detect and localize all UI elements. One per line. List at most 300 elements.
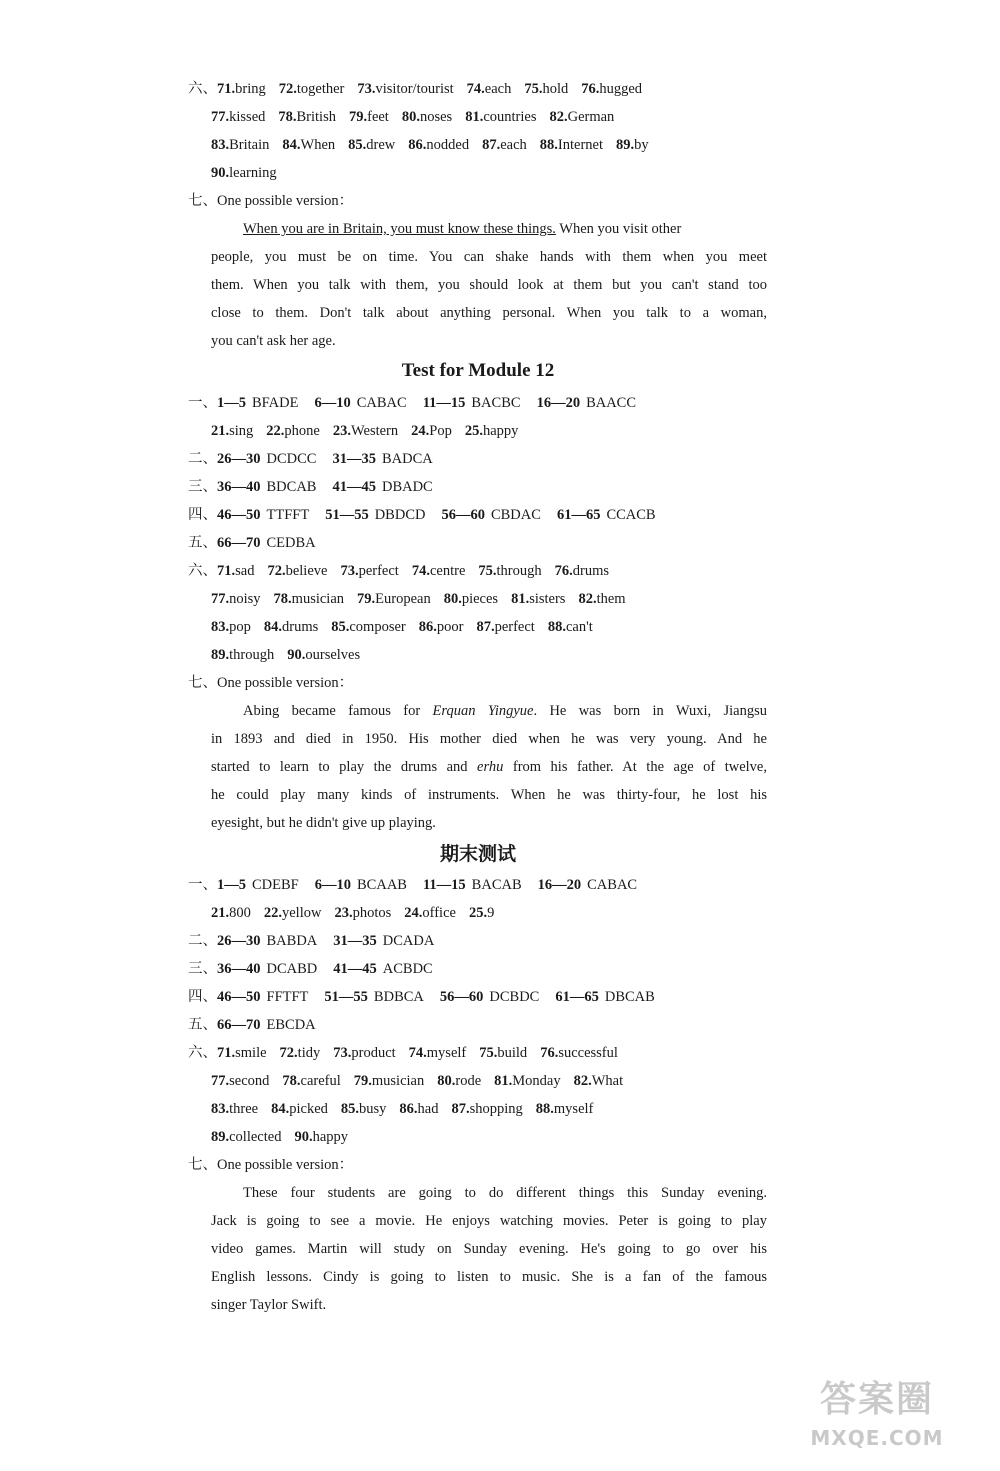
question-range: 51—55 <box>324 989 368 1005</box>
answer-line <box>188 1039 631 1067</box>
answer-item <box>451 1095 522 1123</box>
answer-letters: CBDAC <box>490 507 541 523</box>
answer-line <box>211 641 373 669</box>
essay-paragraph <box>211 1179 767 1319</box>
answer-text: picked <box>289 1101 328 1117</box>
answer-text: European <box>375 591 431 607</box>
answer-text: drums <box>282 619 319 635</box>
answer-item <box>264 899 322 927</box>
answer-item <box>465 103 536 131</box>
answer-text: busy <box>359 1101 387 1117</box>
answer-group <box>423 871 522 899</box>
essay-line <box>211 697 767 725</box>
question-number: 75. <box>479 1045 498 1061</box>
question-number: 84. <box>263 619 282 635</box>
answer-text: British <box>296 109 336 125</box>
answer-item <box>408 131 469 159</box>
question-number: 71. <box>217 81 236 97</box>
answer-text: drums <box>572 563 609 579</box>
essay-text: Jack is going to see a movie. He enjoys watching movies. Peter is going to play <box>211 1213 767 1229</box>
answer-group <box>217 871 299 899</box>
essay-label: 七、One possible version： <box>188 675 354 691</box>
answer-text: 9 <box>487 905 495 921</box>
answer-text: perfect <box>494 619 535 635</box>
essay-label: 七、One possible version： <box>188 1157 354 1173</box>
answer-item <box>412 557 466 585</box>
answer-item <box>476 613 534 641</box>
question-number: 78. <box>273 591 292 607</box>
question-number: 90. <box>211 165 230 181</box>
question-range: 61—65 <box>555 989 599 1005</box>
answer-text: sing <box>229 423 254 439</box>
answer-letters: BDCAB <box>266 479 317 495</box>
answer-item <box>465 417 519 445</box>
question-number: 88. <box>535 1101 554 1117</box>
essay-line <box>211 753 767 781</box>
section-number: 二、 <box>188 933 217 949</box>
answer-text: feet <box>367 109 389 125</box>
question-number: 81. <box>494 1073 513 1089</box>
question-number: 79. <box>353 1073 372 1089</box>
answer-item <box>217 557 254 585</box>
answer-item <box>357 585 431 613</box>
answer-line <box>188 955 449 983</box>
answer-line <box>211 103 627 131</box>
question-number: 79. <box>348 109 368 125</box>
answer-line <box>188 501 672 529</box>
question-number: 25. <box>464 423 483 439</box>
answer-group <box>333 955 432 983</box>
question-range: 31—35 <box>333 933 377 949</box>
answer-text: Internet <box>557 137 603 153</box>
answer-text: had <box>417 1101 439 1117</box>
question-number: 89. <box>616 137 635 153</box>
essay-line <box>211 215 767 243</box>
answer-text: German <box>567 109 615 125</box>
question-number: 82. <box>549 109 568 125</box>
section-number: 三、 <box>188 961 217 977</box>
answer-text: perfect <box>358 563 399 579</box>
answer-item <box>357 75 453 103</box>
answer-text: poor <box>436 619 464 635</box>
answer-text: centre <box>429 563 466 579</box>
question-range: 1—5 <box>217 877 246 893</box>
question-number: 72. <box>267 563 286 579</box>
question-number: 87. <box>451 1101 470 1117</box>
answer-text: sad <box>235 563 255 579</box>
question-range: 36—40 <box>217 961 261 977</box>
essay-text: video games. Martin will study on Sunday evening. He's going to go over his <box>211 1241 767 1257</box>
answer-text: sisters <box>529 591 566 607</box>
answer-text: ourselves <box>305 647 361 663</box>
question-number: 82. <box>573 1073 592 1089</box>
answer-item <box>616 131 649 159</box>
answer-line <box>188 473 449 501</box>
question-range: 26—30 <box>217 451 261 467</box>
question-range: 66—70 <box>217 535 261 551</box>
question-number: 80. <box>401 109 420 125</box>
answer-group <box>333 927 434 955</box>
answer-line <box>188 445 449 473</box>
answer-text: build <box>497 1045 528 1061</box>
answer-item <box>402 103 452 131</box>
answer-item <box>511 585 565 613</box>
question-range: 26—30 <box>217 933 261 949</box>
answer-letters: DCABD <box>266 961 318 977</box>
answer-text: shopping <box>469 1101 523 1117</box>
answer-group <box>441 501 540 529</box>
answer-letters: DCDCC <box>266 451 317 467</box>
question-number: 76. <box>554 563 573 579</box>
answer-item <box>280 1039 321 1067</box>
watermark-url: MXQE.COM <box>810 1426 944 1450</box>
answer-item <box>578 585 625 613</box>
answer-letters: DBCAB <box>604 989 655 1005</box>
answer-item <box>211 159 277 187</box>
answer-item <box>211 131 269 159</box>
question-number: 80. <box>437 1073 456 1089</box>
section-number: 五、 <box>188 1017 217 1033</box>
answer-text: successful <box>558 1045 618 1061</box>
answer-letters: BACBC <box>471 395 521 411</box>
answer-letters: FFTFT <box>266 989 309 1005</box>
answer-item <box>341 1095 387 1123</box>
answer-group <box>423 389 521 417</box>
essay-paragraph <box>211 215 767 355</box>
answer-text: myself <box>553 1101 594 1117</box>
question-number: 76. <box>581 81 600 97</box>
question-range: 46—50 <box>217 989 261 1005</box>
question-number: 86. <box>399 1101 418 1117</box>
answer-item <box>494 1067 560 1095</box>
answer-group <box>217 983 308 1011</box>
essay-text: close to them. Don't talk about anything personal. When you talk to a woman, <box>211 305 767 321</box>
question-number: 23. <box>334 905 353 921</box>
answer-text: noses <box>419 109 453 125</box>
answer-item <box>333 417 398 445</box>
answer-text: When <box>300 137 336 153</box>
answer-text: kissed <box>229 109 266 125</box>
essay-line <box>211 1179 767 1207</box>
question-number: 75. <box>478 563 497 579</box>
essay-line <box>211 1235 767 1263</box>
question-number: 72. <box>279 1045 298 1061</box>
answer-item <box>274 585 344 613</box>
question-range: 51—55 <box>325 507 369 523</box>
answer-text: tidy <box>297 1045 321 1061</box>
section-number: 四、 <box>188 507 217 523</box>
answer-item <box>331 613 406 641</box>
answer-letters: DCADA <box>382 933 435 949</box>
essay-text: These four students are going to do different things this Sunday evening. <box>243 1185 767 1201</box>
answer-item <box>479 1039 527 1067</box>
answer-line <box>211 417 531 445</box>
essay-label: 七、One possible version： <box>188 193 354 209</box>
question-number: 74. <box>411 563 430 579</box>
answer-letters: BCAAB <box>357 877 407 893</box>
answer-group <box>217 501 309 529</box>
question-number: 90. <box>287 647 306 663</box>
answer-item <box>399 1095 438 1123</box>
question-number: 21. <box>211 905 230 921</box>
answer-text: yellow <box>282 905 322 921</box>
answer-text: rode <box>455 1073 482 1089</box>
question-number: 22. <box>263 905 282 921</box>
essay-line <box>211 243 767 271</box>
question-number: 84. <box>271 1101 290 1117</box>
answer-text: each <box>500 137 527 153</box>
essay-text: from his father. At the age of twelve, <box>503 759 767 775</box>
question-number: 23. <box>332 423 351 439</box>
answer-group <box>557 501 656 529</box>
answer-line <box>188 983 671 1011</box>
question-range: 36—40 <box>217 479 261 495</box>
question-number: 71. <box>217 1045 236 1061</box>
answer-item <box>349 103 389 131</box>
answer-item <box>478 557 541 585</box>
answer-item <box>348 131 395 159</box>
essay-line <box>211 271 767 299</box>
section-number: 一、 <box>188 877 217 893</box>
answer-item <box>340 557 398 585</box>
answer-item <box>294 1123 348 1151</box>
answer-group <box>217 473 316 501</box>
question-number: 81. <box>465 109 484 125</box>
question-number: 89. <box>211 647 230 663</box>
answer-text: them <box>596 591 626 607</box>
answer-line <box>211 1067 636 1095</box>
question-number: 79. <box>357 591 376 607</box>
answer-letters: DCBDC <box>489 989 540 1005</box>
question-number: 84. <box>282 137 301 153</box>
answer-text: composer <box>349 619 406 635</box>
answer-line <box>211 613 606 641</box>
answer-line <box>211 899 507 927</box>
essay-italic: Erquan Yingyue <box>432 703 534 719</box>
answer-item <box>217 75 266 103</box>
question-number: 74. <box>408 1045 427 1061</box>
answer-item <box>211 899 251 927</box>
answer-letters: BACAB <box>471 877 522 893</box>
question-number: 83. <box>211 137 230 153</box>
question-number: 78. <box>278 109 297 125</box>
essay-line <box>211 1291 767 1319</box>
answer-text: musician <box>291 591 345 607</box>
answer-text: hugged <box>599 81 643 97</box>
answer-line <box>188 75 655 103</box>
answer-text: Britain <box>229 137 270 153</box>
answer-item <box>211 1095 258 1123</box>
question-number: 80. <box>443 591 462 607</box>
question-range: 56—60 <box>439 989 484 1005</box>
question-number: 78. <box>282 1073 301 1089</box>
answer-letters: BADCA <box>381 451 433 467</box>
answer-item <box>540 131 603 159</box>
answer-letters: CABAC <box>356 395 407 411</box>
answer-item <box>333 1039 395 1067</box>
answer-item <box>524 75 568 103</box>
answer-text: smile <box>235 1045 267 1061</box>
answer-item <box>217 1039 267 1067</box>
answer-line <box>211 1095 606 1123</box>
question-number: 83. <box>211 619 230 635</box>
essay-text: Abing became famous for <box>243 703 433 719</box>
answer-item <box>540 1039 618 1067</box>
answer-text: phone <box>284 423 320 439</box>
essay-text: eyesight, but he didn't give up playing. <box>211 815 436 831</box>
answer-letters: BFADE <box>252 395 299 411</box>
answer-text: office <box>422 905 456 921</box>
answer-item <box>211 585 261 613</box>
question-range: 1—5 <box>217 395 246 411</box>
question-number: 22. <box>266 423 285 439</box>
answer-text: believe <box>285 563 328 579</box>
question-number: 85. <box>348 137 367 153</box>
essay-paragraph <box>211 697 767 837</box>
question-number: 87. <box>482 137 501 153</box>
answer-letters: ACBDC <box>382 961 433 977</box>
question-number: 77. <box>211 1073 230 1089</box>
section-number: 三、 <box>188 479 217 495</box>
essay-line <box>211 327 767 355</box>
question-number: 88. <box>539 137 558 153</box>
essay-text: . He was born in Wuxi, Jiangsu <box>533 703 767 719</box>
answer-group <box>314 389 406 417</box>
answer-group <box>217 389 298 417</box>
watermark-text: 答案圈 <box>819 1379 934 1420</box>
answer-line <box>188 1011 332 1039</box>
answer-line <box>211 585 639 613</box>
answer-text: 800 <box>229 905 251 921</box>
answer-letters: BDBCA <box>373 989 424 1005</box>
answer-item <box>266 417 320 445</box>
question-range: 11—15 <box>422 395 466 411</box>
answer-group <box>325 501 425 529</box>
question-number: 73. <box>340 563 359 579</box>
answer-item <box>482 131 527 159</box>
answer-text: visitor/tourist <box>375 81 454 97</box>
answer-text: happy <box>482 423 519 439</box>
underlined-sentence: When you are in Britain, you must know these things. <box>243 221 556 237</box>
section-number: 二、 <box>188 451 217 467</box>
question-number: 24. <box>411 423 430 439</box>
answer-item <box>581 75 642 103</box>
answer-text: through <box>229 647 275 663</box>
answer-text: nodded <box>426 137 470 153</box>
answer-text: by <box>634 137 649 153</box>
answer-letters: CDEBF <box>252 877 299 893</box>
essay-line <box>211 299 767 327</box>
answer-line <box>188 927 450 955</box>
answer-group <box>217 445 316 473</box>
answer-item <box>267 557 327 585</box>
answer-item <box>282 131 335 159</box>
answer-text: pieces <box>461 591 499 607</box>
answer-line <box>188 871 653 899</box>
answer-text: happy <box>312 1129 349 1145</box>
section-number: 一、 <box>188 395 217 411</box>
answer-text: collected <box>229 1129 282 1145</box>
watermark-logo <box>782 1376 972 1461</box>
question-range: 56—60 <box>441 507 485 523</box>
essay-line <box>211 1263 767 1291</box>
answer-item <box>409 1039 467 1067</box>
question-number: 71. <box>217 563 236 579</box>
answer-item <box>555 557 609 585</box>
answer-text: musician <box>371 1073 425 1089</box>
answer-letters: CABAC <box>587 877 638 893</box>
answer-group <box>555 983 654 1011</box>
essay-text: in 1893 and died in 1950. His mother died when he was very young. And he <box>211 731 767 747</box>
answer-text: together <box>296 81 345 97</box>
answer-item <box>211 613 251 641</box>
essay-line <box>211 809 767 837</box>
answer-letters: DBADC <box>381 479 433 495</box>
answer-text: Monday <box>512 1073 561 1089</box>
answer-line <box>211 1123 361 1151</box>
question-range: 16—20 <box>536 395 581 411</box>
question-range: 6—10 <box>314 877 351 893</box>
answer-text: drew <box>366 137 396 153</box>
answer-group <box>324 983 423 1011</box>
answer-group <box>217 955 317 983</box>
answer-text: Pop <box>429 423 452 439</box>
question-range: 41—45 <box>333 961 377 977</box>
answer-item <box>271 1095 328 1123</box>
question-number: 77. <box>211 109 230 125</box>
answer-item <box>437 1067 481 1095</box>
section-number: 五、 <box>188 535 217 551</box>
answer-item <box>536 1095 594 1123</box>
answer-letters: BABDA <box>266 933 318 949</box>
question-number: 86. <box>418 619 437 635</box>
answer-item <box>334 899 391 927</box>
question-number: 87. <box>476 619 495 635</box>
answer-item <box>404 899 456 927</box>
essay-text: English lessons. Cindy is going to listen to music. She is a fan of the famous <box>211 1269 767 1285</box>
answer-letters: TTFFT <box>266 507 310 523</box>
question-number: 21. <box>211 423 230 439</box>
answer-text: hold <box>542 81 569 97</box>
section-title: 期末测试 <box>439 844 516 865</box>
answer-group <box>537 389 636 417</box>
question-number: 85. <box>331 619 350 635</box>
answer-item <box>264 613 318 641</box>
answer-group <box>217 927 317 955</box>
essay-line <box>211 1207 767 1235</box>
answer-item <box>411 417 452 445</box>
question-number: 76. <box>540 1045 559 1061</box>
answer-group <box>332 473 432 501</box>
answer-item <box>574 1067 624 1095</box>
answer-group <box>315 871 407 899</box>
section-number: 六、 <box>188 81 217 97</box>
answer-item <box>211 103 265 131</box>
question-range: 31—35 <box>332 451 376 467</box>
essay-line <box>211 781 767 809</box>
essay-text: started to learn to play the drums and <box>211 759 478 775</box>
answer-item <box>211 641 274 669</box>
question-number: 81. <box>511 591 530 607</box>
question-range: 46—50 <box>217 507 261 523</box>
question-number: 86. <box>408 137 427 153</box>
answer-text: photos <box>352 905 392 921</box>
answer-group <box>217 529 316 557</box>
answer-text: Western <box>350 423 399 439</box>
answer-text: through <box>496 563 542 579</box>
answer-line <box>188 389 652 417</box>
question-number: 73. <box>333 1045 352 1061</box>
